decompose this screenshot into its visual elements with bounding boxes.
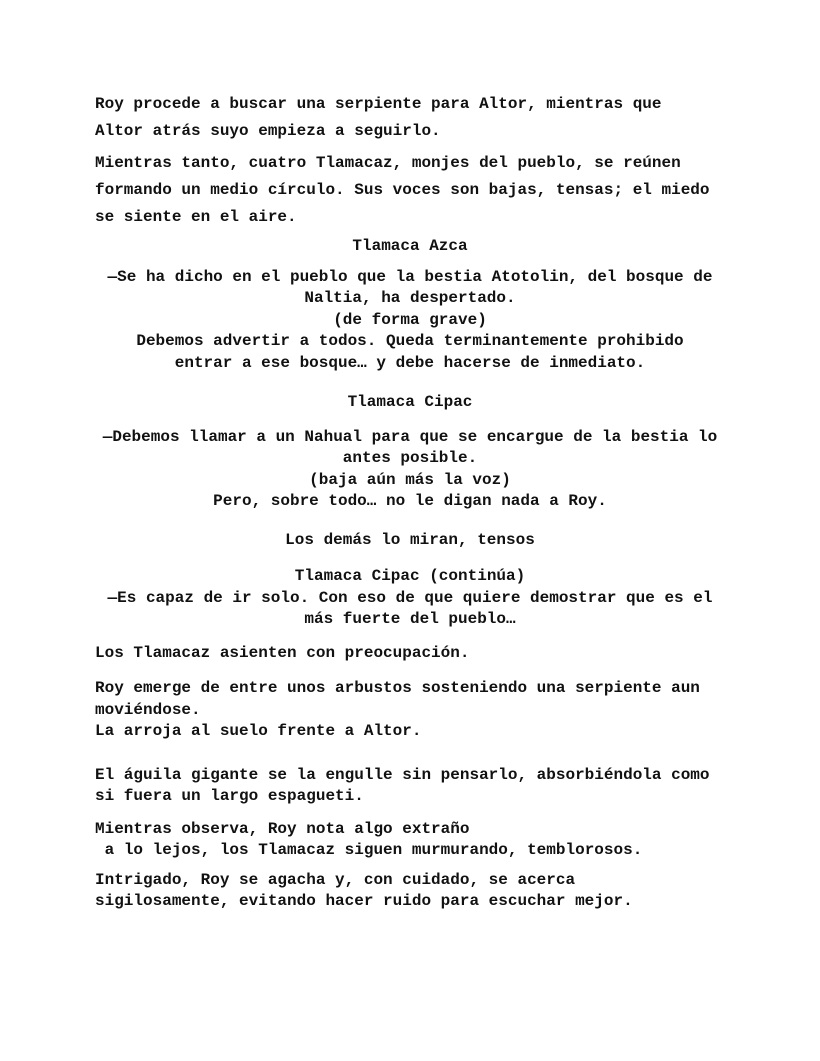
action-paragraph bbox=[95, 150, 725, 231]
action-paragraph bbox=[95, 678, 725, 743]
action-line: Mientras observa, Roy nota algo extraño bbox=[95, 819, 470, 838]
action-line: Mientras tanto, cuatro Tlamacaz, monjes del pueblo, se reúnen bbox=[95, 154, 681, 172]
action-line: si fuera un largo espagueti. bbox=[95, 787, 364, 805]
action-paragraph bbox=[95, 765, 725, 808]
action-line: Altor atrás suyo empieza a seguirlo. bbox=[95, 122, 441, 140]
character-name-line: Tlamaca Cipac bbox=[347, 393, 473, 411]
action-line: moviéndose. bbox=[95, 700, 201, 719]
dialogue-block bbox=[95, 267, 725, 375]
dialogue-line: Pero, sobre todo… no le digan nada a Roy. bbox=[213, 492, 607, 510]
action-line: Los Tlamacaz asienten con preocupación. bbox=[95, 643, 470, 662]
action-line: formando un medio círculo. Sus voces son bajas, tensas; el miedo bbox=[95, 181, 710, 199]
dialogue-block bbox=[95, 427, 725, 513]
dialogue-block bbox=[95, 566, 725, 631]
character-name bbox=[95, 236, 725, 258]
action-paragraph bbox=[95, 91, 725, 145]
character-name-line: Tlamaca Azca bbox=[352, 237, 468, 255]
action-line: El águila gigante se la engulle sin pensarlo, absorbiéndola como bbox=[95, 765, 710, 784]
action-paragraph bbox=[95, 870, 725, 913]
character-name-line: Tlamaca Cipac (continúa) bbox=[294, 567, 526, 585]
dialogue-line: —Es capaz de ir solo. Con eso de que quiere demostrar que es el bbox=[107, 588, 713, 607]
dialogue-line: más fuerte del pueblo… bbox=[304, 610, 516, 628]
action-line: a lo lejos, los Tlamacaz siguen murmurando, temblorosos. bbox=[95, 841, 643, 859]
dialogue-line: —Debemos llamar a un Nahual para que se encargue de la bestia lo bbox=[102, 427, 718, 446]
dialogue-line: Debemos advertir a todos. Queda terminantemente prohibido bbox=[136, 332, 684, 350]
dialogue-line: Naltia, ha despertado. bbox=[304, 289, 516, 307]
action-paragraph bbox=[95, 643, 725, 665]
action-line: Intrigado, Roy se agacha y, con cuidado, se acerca bbox=[95, 870, 576, 889]
stage-direction bbox=[95, 530, 725, 552]
dialogue-line: antes posible. bbox=[342, 449, 478, 467]
dialogue-line: entrar a ese bosque… y debe hacerse de inmediato. bbox=[174, 353, 646, 372]
dialogue-line: —Se ha dicho en el pueblo que la bestia Atotolin, del bosque de bbox=[107, 267, 713, 286]
parenthetical-line: (baja aún más la voz) bbox=[309, 470, 511, 489]
action-line: se siente en el aire. bbox=[95, 208, 297, 226]
action-paragraph bbox=[95, 819, 725, 862]
action-line: La arroja al suelo frente a Altor. bbox=[95, 722, 422, 740]
action-line: sigilosamente, evitando hacer ruido para escuchar mejor. bbox=[95, 892, 633, 910]
stage-direction-line: Los demás lo miran, tensos bbox=[285, 530, 535, 549]
parenthetical-line: (de forma grave) bbox=[333, 310, 487, 329]
character-name bbox=[95, 392, 725, 414]
action-line: Roy procede a buscar una serpiente para Altor, mientras que bbox=[95, 95, 662, 113]
action-line: Roy emerge de entre unos arbustos sosteniendo una serpiente aun bbox=[95, 679, 700, 697]
